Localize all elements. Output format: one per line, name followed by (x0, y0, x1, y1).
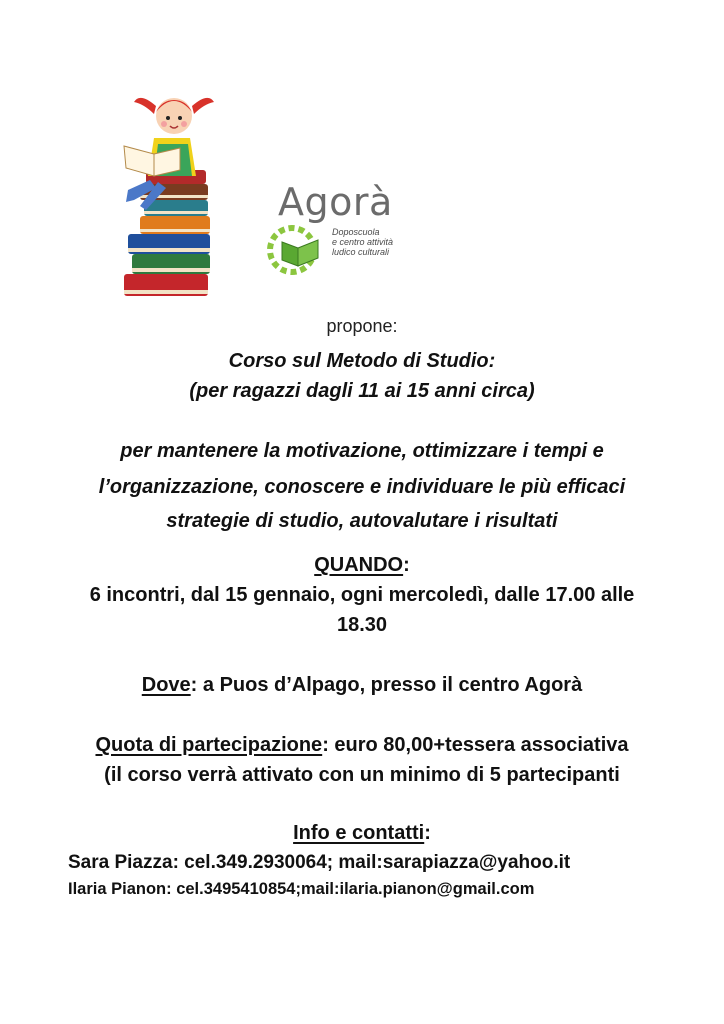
contact-sara-piazza: Sara Piazza: cel.349.2930064; mail:sarapiazza@yahoo.it (68, 852, 571, 873)
where-text: : a Puos d’Alpago, presso il centro Agorà (190, 674, 583, 696)
description-line: per mantenere la motivazione, ottimizzare i tempi e (120, 440, 604, 462)
when-label: QUANDO (314, 554, 404, 576)
fee-line (0, 734, 724, 757)
contact-ilaria-pianon: Ilaria Pianon: cel.3495410854;mail:ilaria.pianon@gmail.com (68, 880, 535, 898)
description-line: strategie di studio, autovalutare i risultati (166, 510, 558, 532)
logo-book-gear-icon (262, 220, 334, 280)
when-heading (0, 554, 724, 577)
contacts-label: Info e contatti (293, 822, 425, 844)
fee-text: : euro 80,00+tessera associativa (322, 734, 629, 756)
girl-on-books-illustration (110, 84, 220, 312)
logo-subtitle-line: ludico culturali (332, 247, 390, 257)
agora-logo (262, 180, 427, 280)
contacts-colon: : (424, 822, 431, 844)
course-title: Corso sul Metodo di Studio: (228, 350, 496, 372)
logo-name: Agorà (278, 180, 393, 224)
when-colon: : (403, 554, 410, 576)
schedule-line: 6 incontri, dal 15 gennaio, ogni mercoledì, dalle 17.00 alle (89, 584, 635, 606)
contacts-heading (0, 822, 724, 845)
schedule-line: 18.30 (336, 614, 388, 636)
fee-label: Quota di partecipazione (95, 734, 323, 756)
where-label: Dove (141, 674, 191, 696)
logo-subtitle-line: e centro attività (332, 237, 394, 247)
intro-text: propone: (326, 316, 398, 336)
logo-subtitle (332, 227, 442, 257)
where-line (0, 674, 724, 697)
course-age-range: (per ragazzi dagli 11 ai 15 anni circa) (189, 380, 535, 402)
logo-subtitle-line: Doposcuola (332, 227, 380, 237)
fee-note: (il corso verrà attivato con un minimo di 5 partecipanti (104, 764, 620, 786)
description-line: l’organizzazione, conoscere e individuare le più efficaci (98, 476, 626, 498)
